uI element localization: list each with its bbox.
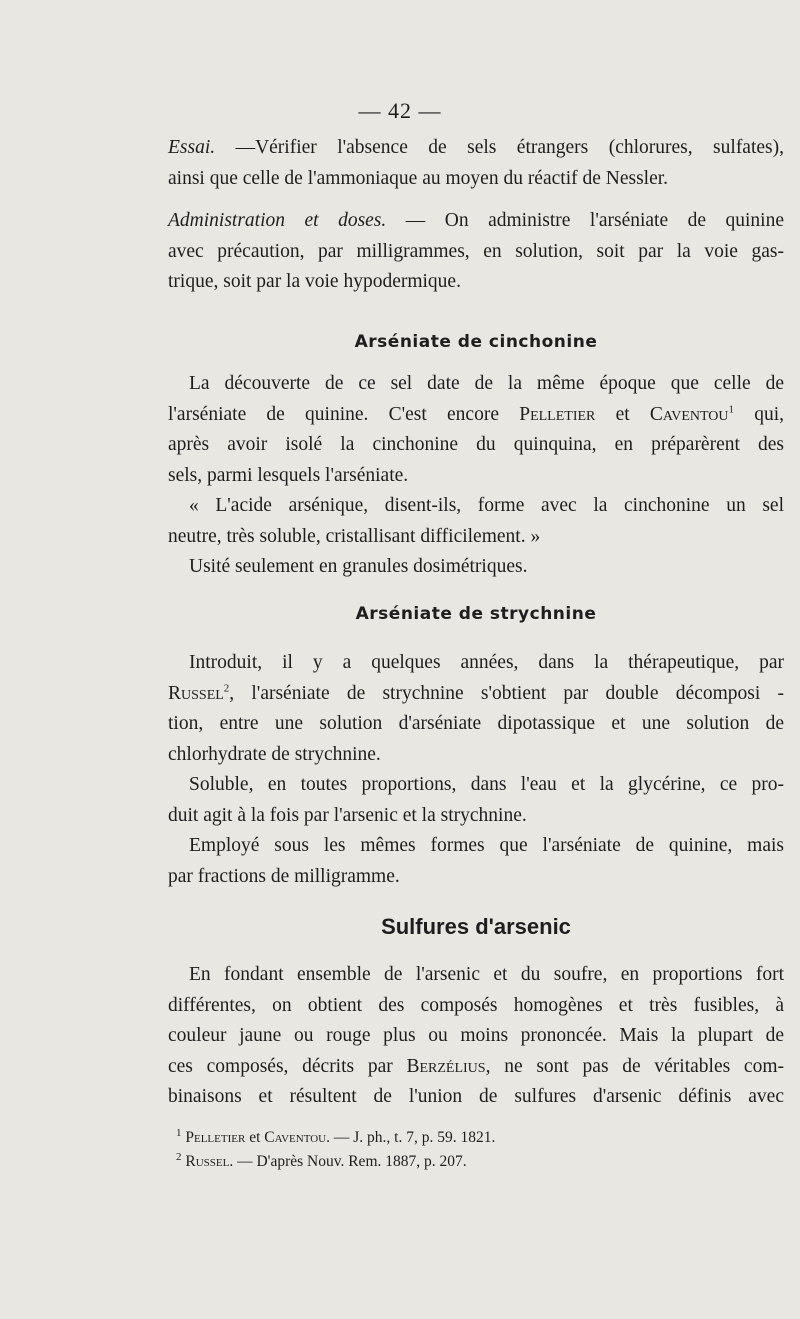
strychnine-line-4: chlorhydrate de strychnine. (168, 743, 381, 765)
essai-label: Essai. (168, 137, 216, 158)
sulfures-line-5: binaisons et résultent de l'union de sulfures d'arsenic définis avec (168, 1086, 784, 1107)
cinchonine-line-5: « L'acide arsénique, disent-ils, forme avec la cinchonine un sel (189, 495, 784, 516)
strychnine-line-1: Introduit, il y a quelques années, dans la thérapeutique, par (189, 652, 784, 673)
cinchonine-line-3: après avoir isolé la cinchonine du quinquina, en préparèrent des (168, 434, 784, 455)
footnote-1: $^1$ Pelletier et Caventou. — J. ph., t. 7, p. 59. 1821. (176, 1126, 496, 1146)
strychnine-line-5: Soluble, en toutes proportions, dans l'eau et la glycérine, ce pro- (189, 774, 784, 795)
footnote-2: $^2$ Russel. — D'après Nouv. Rem. 1887, p. 207. (176, 1150, 467, 1170)
sulfures-line-3: couleur jaune ou rouge plus ou moins prononcée. Mais la plupart de (168, 1025, 784, 1046)
footnote-ref-2: 2 (223, 682, 230, 694)
administration-line-1: Administration et doses. — On administre l'arséniate de quinine (168, 210, 784, 231)
author-pelletier: Pelletier (519, 403, 596, 425)
sulfures-title: Sulfures d'arsenic (381, 914, 571, 939)
cinchonine-line-1: La découverte de ce sel date de la même époque que celle de (189, 373, 784, 394)
author-caventou: Caventou (649, 403, 729, 425)
strychnine-heading: Arséniate de strychnine (355, 604, 597, 624)
administration-paragraph (168, 206, 784, 298)
footnotes (176, 1126, 495, 1174)
administration-line-3: trique, soit par la voie hypodermique. (168, 271, 461, 292)
cinchonine-line-2: l'arséniate de quinine. C'est encore Pelletier et Caventou$^1$ qui, (168, 403, 785, 425)
sulfures-line-1: En fondant ensemble de l'arsenic et du soufre, en proportions fort (189, 964, 784, 985)
cinchonine-line-6: neutre, très soluble, cristallisant difficilement. » (168, 525, 541, 547)
strychnine-line-6: duit agit à la fois par l'arsenic et la strychnine. (168, 804, 527, 826)
author-russel: Russel (168, 682, 224, 704)
strychnine-line-8: par fractions de milligramme. (168, 865, 400, 887)
cinchonine-line-7: Usité seulement en granules dosimétriques. (189, 556, 528, 577)
cinchonine-paragraph (168, 369, 784, 583)
administration-label: Administration et doses. (168, 210, 387, 231)
essai-paragraph (168, 133, 784, 194)
footnote-ref-1: 1 (728, 403, 734, 415)
administration-line-2: avec précaution, par milligrammes, en solution, soit par la voie gas- (168, 240, 784, 262)
cinchonine-line-4: sels, parmi lesquels l'arséniate. (168, 464, 409, 486)
author-berzelius: Berzélius (406, 1055, 486, 1077)
strychnine-line-2: Russel$^2$, l'arséniate de strychnine s'obtient par double décomposi - (168, 682, 784, 704)
cinchonine-heading: Arséniate de cinchonine (354, 332, 598, 352)
sulfures-line-2: différentes, on obtient des composés homogènes et très fusibles, à (168, 994, 784, 1016)
sulfures-paragraph (168, 960, 784, 1113)
strychnine-line-3: tion, entre une solution d'arséniate dipotassique et une solution de (168, 713, 784, 734)
strychnine-paragraph (168, 648, 784, 892)
strychnine-line-7: Employé sous les mêmes formes que l'arséniate de quinine, mais (189, 835, 784, 856)
page-number: — 42 — (358, 98, 442, 123)
essai-line-1: Essai. —Vérifier l'absence de sels étrangers (chlorures, sulfates), (168, 137, 784, 158)
sulfures-line-4: ces composés, décrits par Berzélius, ne sont pas de véritables com- (168, 1055, 784, 1077)
essai-line-2: ainsi que celle de l'ammoniaque au moyen du réactif de Nessler. (168, 167, 669, 189)
